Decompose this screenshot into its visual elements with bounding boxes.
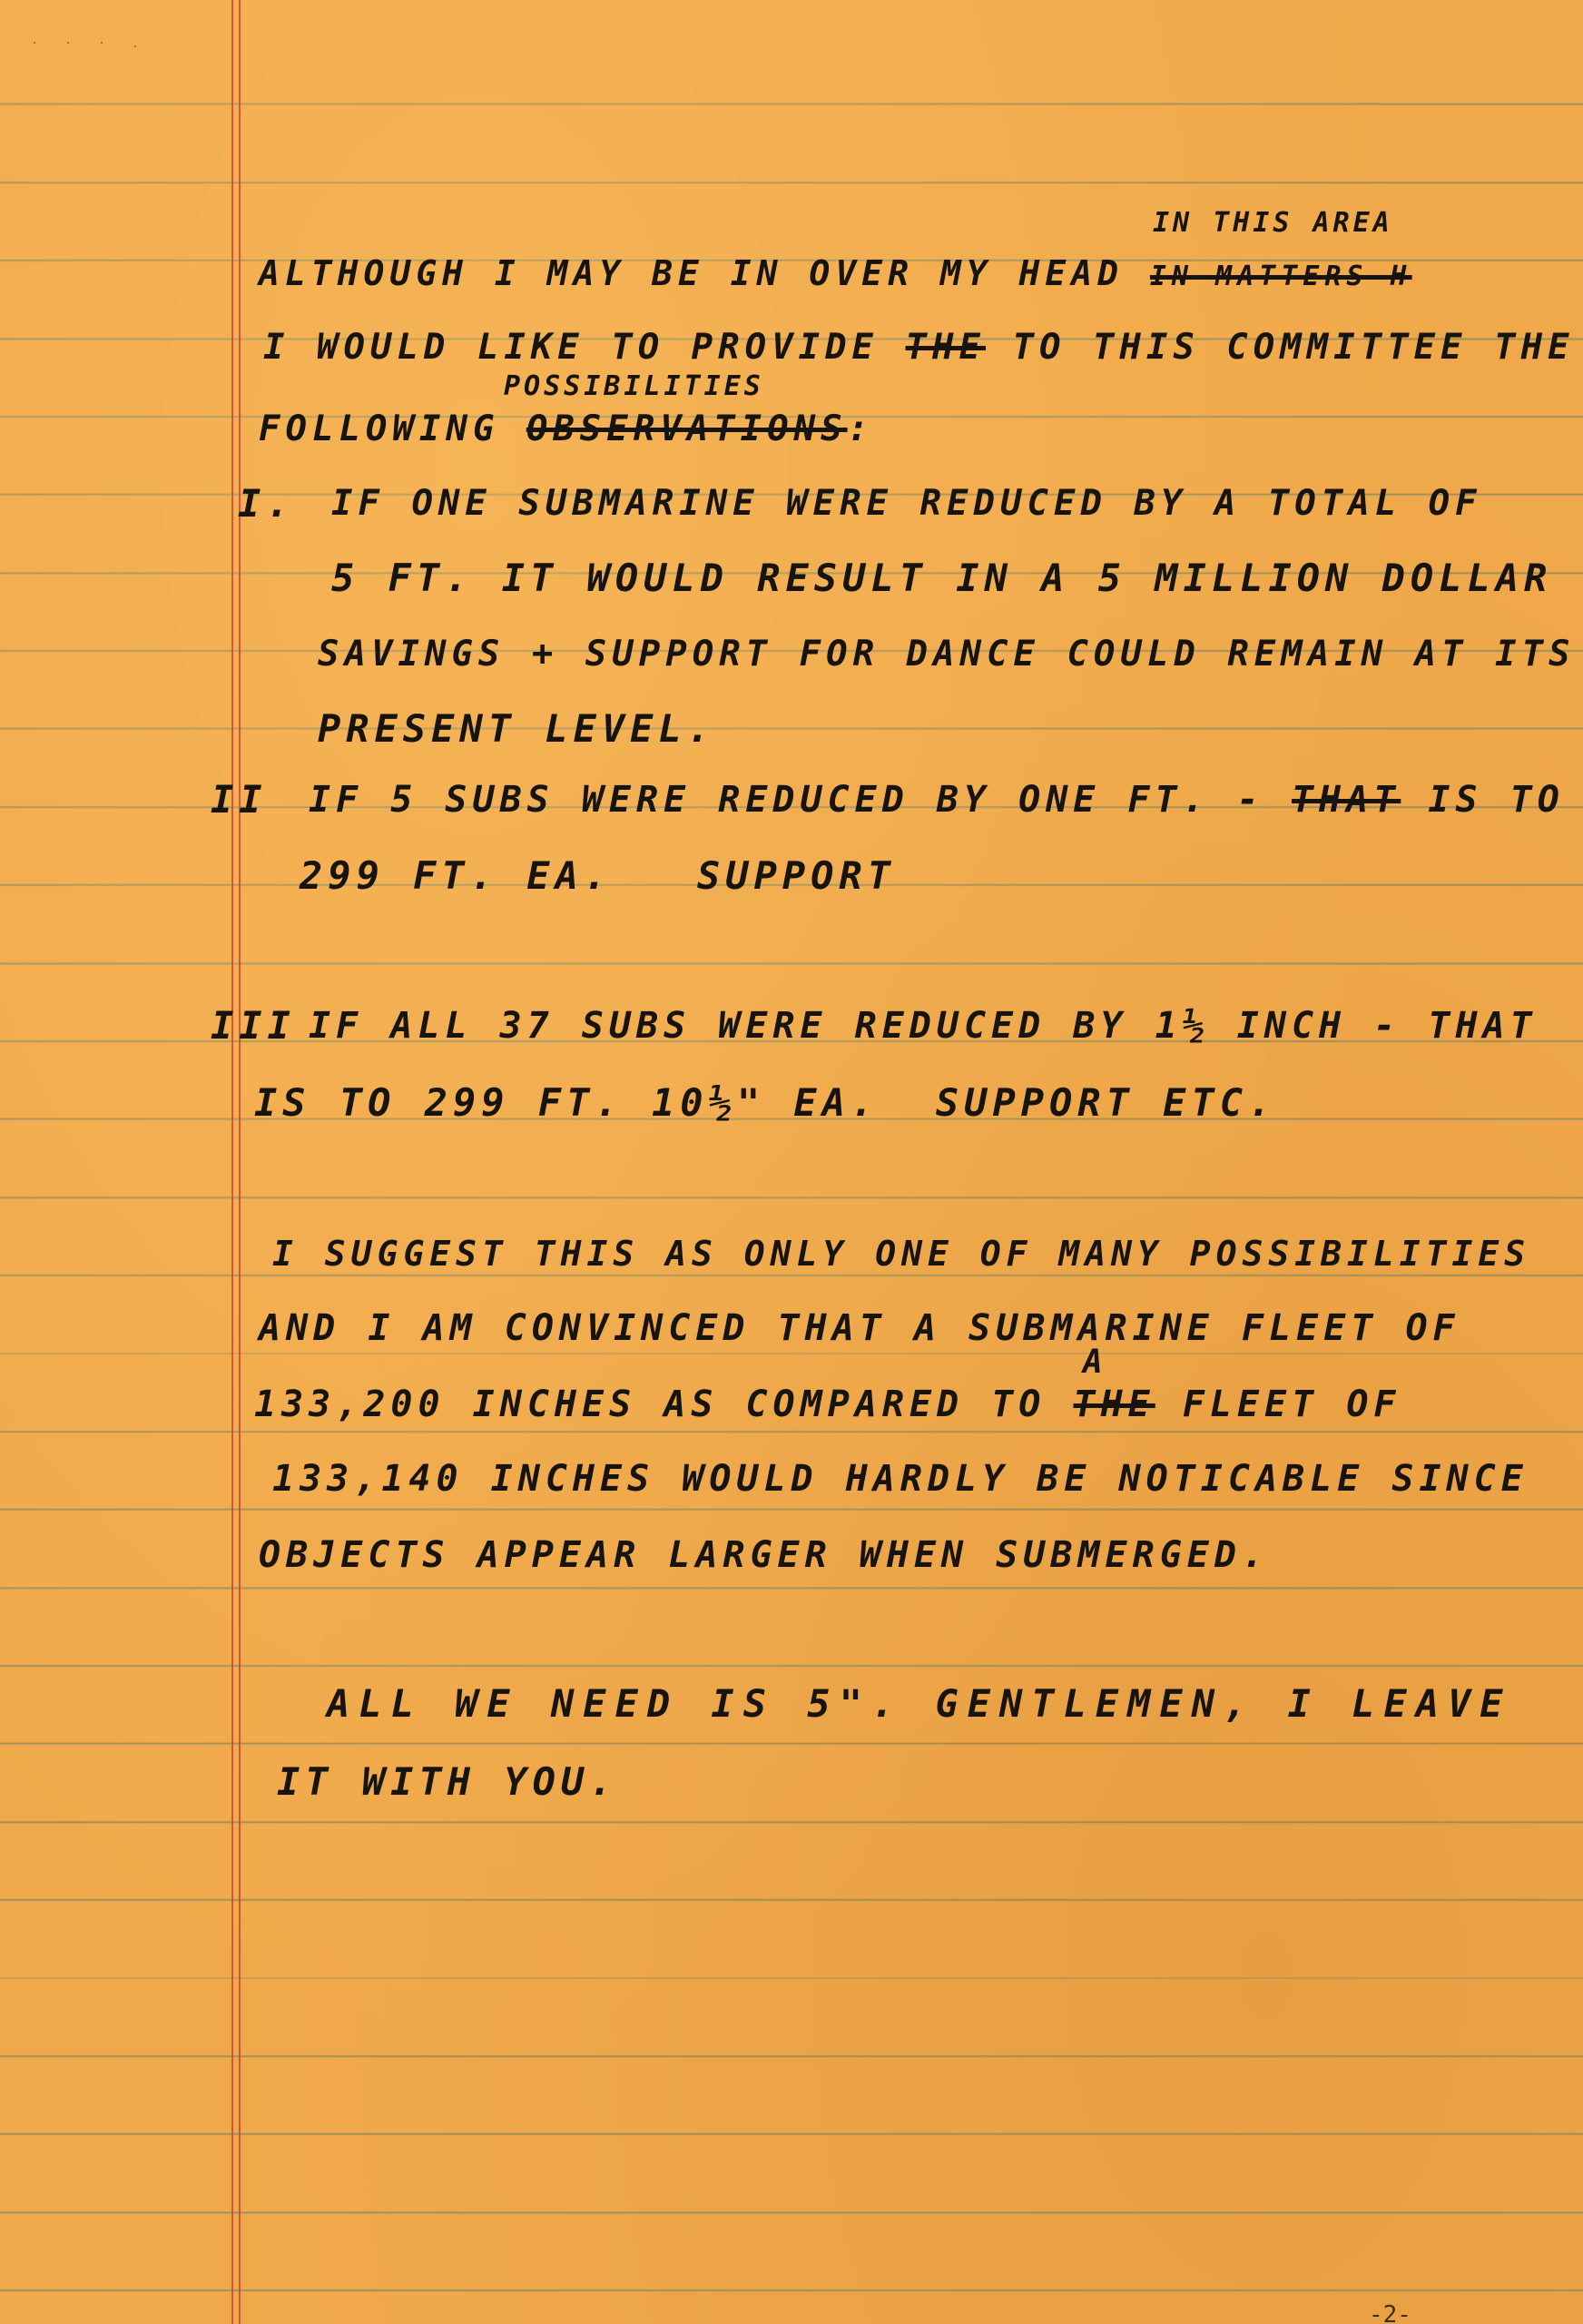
item-1-line-4: PRESENT LEVEL. (318, 706, 716, 751)
margin-line-right (239, 0, 241, 2324)
p2-line-4: 133,140 INCHES WOULD HARDLY BE NOTICABLE SINCE (272, 1458, 1529, 1500)
p1-line-2 (263, 325, 1575, 370)
struck-the: THE (905, 327, 986, 368)
p1-line-2-text-b: TO THIS COMMITTEE THE (1012, 327, 1575, 368)
struck-observations: OBSERVATIONS (526, 409, 848, 449)
p2-line-1: I SUGGEST THIS AS ONLY ONE OF MANY POSSIBILITIES (272, 1234, 1531, 1274)
struck-in-matters: IN MATTERS H (1149, 261, 1412, 292)
struck-that: THAT (1291, 779, 1401, 821)
struck-the-fleet: THE (1073, 1384, 1155, 1425)
item-2-numeral: II (211, 777, 268, 822)
p1-line-3-colon: : (847, 409, 875, 449)
p2-line-2: AND I AM CONVINCED THAT A SUBMARINE FLEET OF (259, 1307, 1460, 1349)
item-3-line-2: IS TO 299 FT. 10½" EA. SUPPORT ETC. (254, 1080, 1277, 1125)
p2-line-5: OBJECTS APPEAR LARGER WHEN SUBMERGED. (259, 1534, 1270, 1576)
p3-line-2: IT WITH YOU. (277, 1759, 618, 1804)
item-2-line-1-text-a: IF 5 SUBS WERE REDUCED BY ONE FT. - (309, 779, 1264, 821)
p3-line-1: ALL WE NEED IS 5". GENTLEMEN, I LEAVE (327, 1681, 1512, 1726)
item-1-line-2: 5 FT. IT WOULD RESULT IN A 5 MILLION DOLLAR (331, 556, 1553, 600)
p1-line-1 (259, 251, 1412, 300)
p2-line-3 (254, 1382, 1401, 1427)
page-number-mark: -2- (1369, 2301, 1411, 2324)
item-2-line-1-text-b: IS TO (1428, 779, 1565, 821)
p2-line-3-text-a: 133,200 INCHES AS COMPARED TO (254, 1384, 1047, 1425)
item-3-numeral: III (211, 1003, 296, 1048)
insert-in-this-area: IN THIS AREA (1153, 207, 1393, 239)
item-3-line-1: IF ALL 37 SUBS WERE REDUCED BY 1½ INCH - THAT (309, 1005, 1538, 1047)
p1-line-2-text-a: I WOULD LIKE TO PROVIDE (263, 327, 880, 368)
item-1-line-1: IF ONE SUBMARINE WERE REDUCED BY A TOTAL OF (331, 483, 1482, 524)
p1-line-3 (259, 407, 874, 452)
p2-line-3-text-b: FLEET OF (1182, 1384, 1401, 1425)
insert-possibilities: POSSIBILITIES (504, 370, 764, 402)
item-2-line-2: 299 FT. EA. SUPPORT (300, 853, 897, 898)
p1-line-1-text: ALTHOUGH I MAY BE IN OVER MY HEAD (259, 253, 1124, 293)
paper-specks: · · · . (33, 36, 151, 51)
item-2-line-1 (309, 777, 1565, 822)
margin-line-left (231, 0, 233, 2324)
item-1-line-3: SAVINGS + SUPPORT FOR DANCE COULD REMAIN AT ITS (318, 634, 1576, 675)
p1-line-3-text-a: FOLLOWING (259, 409, 500, 449)
insert-a: A (1083, 1344, 1106, 1381)
item-1-numeral: I. (238, 481, 295, 526)
